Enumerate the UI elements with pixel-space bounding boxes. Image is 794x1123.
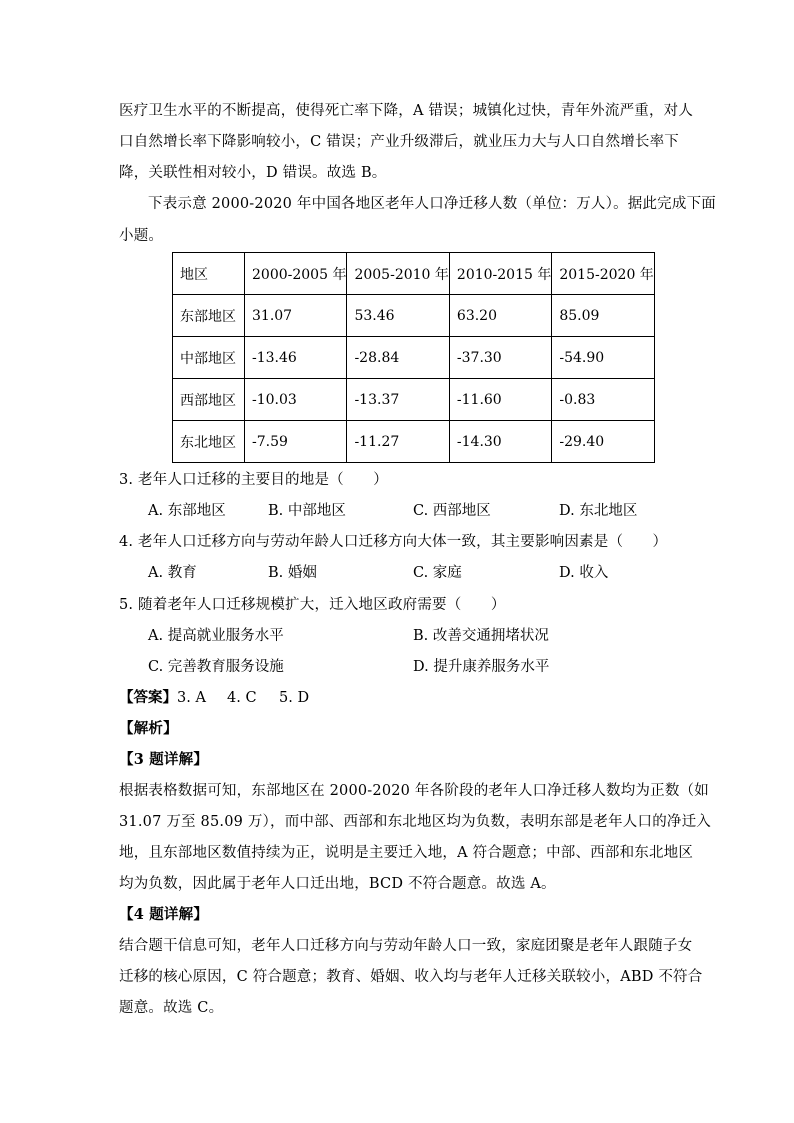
table-header-row xyxy=(173,253,655,295)
answer-line xyxy=(119,688,309,708)
table-row xyxy=(173,421,655,463)
question-option: C. 完善教育服务设施 xyxy=(148,659,284,675)
intro-line: 降，关联性相对较小，D 错误。故选 B。 xyxy=(119,165,387,181)
question-stem: 3. 老年人口迁移的主要目的地是（ ） xyxy=(119,472,388,488)
detail-line: 31.07 万至 85.09 万），而中部、西部和东北地区均为负数，表明东部是老年人口的净迁入 xyxy=(119,814,711,830)
question-option: B. 婚姻 xyxy=(268,565,317,581)
table-cell: -29.40 xyxy=(552,421,654,463)
question-option: D. 收入 xyxy=(559,565,609,581)
table-cell: 东部地区 xyxy=(173,295,245,337)
answer-item: 5. D xyxy=(279,690,310,706)
question-option: A. 东部地区 xyxy=(148,503,226,519)
table-cell: 63.20 xyxy=(449,295,551,337)
question-option: D. 提升康养服务水平 xyxy=(413,659,550,675)
detail-label: 【4 题详解】 xyxy=(119,906,209,923)
table-header-cell: 2010-2015 年 xyxy=(449,253,551,295)
table-cell: 85.09 xyxy=(552,295,654,337)
table-header-cell: 2015-2020 年 xyxy=(552,253,654,295)
question-stem: 5. 随着老年人口迁移规模扩大，迁入地区政府需要（ ） xyxy=(119,597,506,613)
table-cell: 西部地区 xyxy=(173,379,245,421)
intro-line: 医疗卫生水平的不断提高，使得死亡率下降，A 错误；城镇化过快，青年外流严重，对人 xyxy=(119,103,694,119)
answer-item: 4. C xyxy=(227,690,257,706)
stem-line: 小题。 xyxy=(119,228,164,244)
detail-line: 结合题干信息可知，老年人口迁移方向与劳动年龄人口一致，家庭团聚是老年人跟随子女 xyxy=(119,938,693,954)
table-header-cell: 2000-2005 年 xyxy=(245,253,347,295)
question-option: B. 中部地区 xyxy=(268,503,346,519)
answer-item: 3. A xyxy=(177,690,206,706)
table-cell: -14.30 xyxy=(449,421,551,463)
table-row xyxy=(173,337,655,379)
stem-line: 下表示意 2000-2020 年中国各地区老年人口净迁移人数（单位：万人）。据此完成下面 xyxy=(148,196,716,212)
table-cell: 53.46 xyxy=(347,295,449,337)
table-cell: -28.84 xyxy=(347,337,449,379)
table-cell: -11.27 xyxy=(347,421,449,463)
intro-line: 口自然增长率下降影响较小，C 错误；产业升级滞后，就业压力大与人口自然增长率下 xyxy=(119,134,680,150)
table-cell: 东北地区 xyxy=(173,421,245,463)
table-cell: 中部地区 xyxy=(173,337,245,379)
question-stem: 4. 老年人口迁移方向与劳动年龄人口迁移方向大体一致，其主要影响因素是（ ） xyxy=(119,534,668,550)
detail-label: 【3 题详解】 xyxy=(119,751,209,768)
detail-line: 根据表格数据可知，东部地区在 2000-2020 年各阶段的老年人口净迁移人数均为正数（如 xyxy=(119,783,709,799)
analysis-label: 【解析】 xyxy=(119,720,178,737)
table-cell: -7.59 xyxy=(245,421,347,463)
detail-line: 均为负数，因此属于老年人口迁出地，BCD 不符合题意。故选 A。 xyxy=(119,876,556,892)
table-cell: -0.83 xyxy=(552,379,654,421)
table-row xyxy=(173,379,655,421)
question-option: C. 西部地区 xyxy=(413,503,491,519)
table-cell: -54.90 xyxy=(552,337,654,379)
table-header-cell: 地区 xyxy=(173,253,245,295)
table-cell: 31.07 xyxy=(245,295,347,337)
detail-line: 地，且东部地区数值持续为正，说明是主要迁入地，A 符合题意；中部、西部和东北地区 xyxy=(119,845,694,861)
table-row xyxy=(173,295,655,337)
migration-table xyxy=(172,252,655,463)
table-cell: -11.60 xyxy=(449,379,551,421)
question-option: D. 东北地区 xyxy=(559,503,638,519)
table-cell: -37.30 xyxy=(449,337,551,379)
table-header-cell: 2005-2010 年 xyxy=(347,253,449,295)
detail-line: 题意。故选 C。 xyxy=(119,1000,224,1016)
table-cell: -13.37 xyxy=(347,379,449,421)
question-option: C. 家庭 xyxy=(413,565,462,581)
table-cell: -13.46 xyxy=(245,337,347,379)
question-option: B. 改善交通拥堵状况 xyxy=(413,628,549,644)
detail-line: 迁移的核心原因，C 符合题意；教育、婚姻、收入均与老年人迁移关联较小，ABD 不符合 xyxy=(119,969,703,985)
question-option: A. 提高就业服务水平 xyxy=(148,628,284,644)
table-cell: -10.03 xyxy=(245,379,347,421)
question-option: A. 教育 xyxy=(148,565,197,581)
answer-label: 【答案】 xyxy=(119,689,177,706)
